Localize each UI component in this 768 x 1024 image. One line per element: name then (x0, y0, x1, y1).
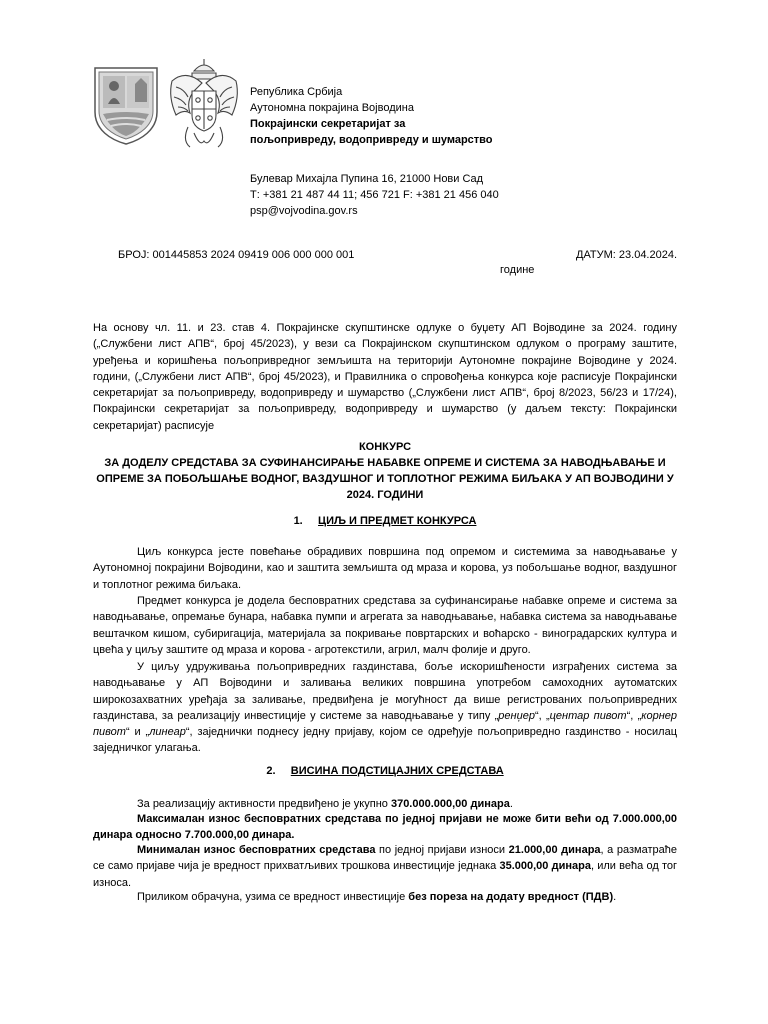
reference-number: БРОЈ: 001445853 2024 09419 006 000 000 001 (118, 249, 355, 261)
document-date: ДАТУМ: 23.04.2024. (576, 249, 678, 261)
section1-paragraph-association: У циљу удруживања пољопривредних газдинстава, боље искоришћености изграђених система за наводњавање у АП Војводини и заливања великих површина употребом самоходних аутоматских широкозахватних уређаја за заливање, предвиђена је могућност да више регистрованих пољопривредних газдинстава, за реализацију инвестиције у системе за наводњавање у типу „ренџер“, „центар пивот“, „корнер пивот“ и „линеар“, заједнички поднесу једну пријаву, којом се одређује пољопривредно газдинство - носилац заједничког улагања. (93, 661, 677, 755)
header-secretariat-line2: пољопривреду, водопривреду и шумарство (250, 134, 493, 146)
header-address: Булевар Михајла Пупина 16, 21000 Нови Сад (250, 173, 484, 185)
coat-of-arms-serbia (164, 57, 244, 153)
section1-heading (93, 513, 677, 529)
intro-paragraph: На основу чл. 11. и 23. став 4. Покрајинске скупштинске одлуке о буџету АП Војводине за 2024. годину („Службени лист АПВ“, број 45/2023), у вези са Покрајинском скупштинском одлуком о програму заштите, уређења и коришћења пољопривредног земљишта на територији Аутономне покрајине Војводине у 2024. години, („Службени лист АПВ“, број 45/2023), и Правилника о спровођења конкурса које расписује Покрајински секретаријат за пољопривреду, водопривреду и шумарство („Службени лист АПВ“, број 8/2023, 56/23 и 17/24), Покрајински секретаријат за пољопривреду, водопривреду и шумарство (у даљем тексту: Покрајински секретаријат) расписује (93, 322, 677, 432)
section2-paragraph-vat: Приликом обрачуна, узима се вредност инвестиције без пореза на додату вредност (ПДВ). (137, 891, 617, 903)
section1-number: 1. (293, 515, 303, 527)
competition-subtitle: ЗА ДОДЕЛУ СРЕДСТАВА ЗА СУФИНАНСИРАЊЕ НАБАВКЕ ОПРЕМЕ И СИСТЕМА ЗА НАВОДЊАВАЊЕ И ОПРЕМЕ ЗА ПОБОЉШАЊЕ ВОДНОГ, ВАЗДУШНОГ И ТОПЛОТНОГ РЕЖИМА БИЉАКА У АП ВОЈВОДИНИ У 2024. ГОДИНИ (96, 457, 674, 501)
coat-of-arms-vojvodina (93, 66, 159, 146)
section2-heading (93, 763, 677, 779)
date-suffix: године (500, 264, 535, 276)
section1-paragraph-subject: Предмет конкурса је додела бесповратних средстава за суфинансирање набавке опреме и система за наводњавање, опремање бунара, набавка пумпи и агрегата за наводњавање, набавка система за наводњавање вештачком кишом, субиригација, материјала за покривање повртарских и воћарско - виноградарских култура и цвећа у циљу заштите од мраза и корова - агротекстили, агрил, малч фолије и друго. (93, 595, 677, 656)
section2-paragraph-maximum: Максималан износ бесповратних средстава по једној пријави не може бити већи од 7.000.000,00 динара односно 7.700.000,00 динара. (93, 813, 677, 842)
section2-title: ВИСИНА ПОДСТИЦАЈНИХ СРЕДСТАВА (290, 765, 504, 777)
header-country: Република Србија (250, 86, 343, 98)
section2-paragraph-minimum: Минималан износ бесповратних средстава по једној пријави износи 21.000,00 динара, а разматраће се само пријаве чија је вредност прихватљивих трошкова инвестиције једнака 35.000,00 динара, или већа од тог износа. (93, 844, 678, 889)
header-email: psp@vojvodina.gov.rs (250, 205, 358, 217)
section2-number: 2. (266, 765, 276, 777)
section1-title: ЦИЉ И ПРЕДМЕТ КОНКУРСА (318, 515, 477, 527)
header-province: Аутономна покрајина Војводина (250, 102, 414, 114)
section2-paragraph-total: За реализацију активности предвиђено је укупно 370.000.000,00 динара. (137, 798, 513, 810)
header-phone: Т: +381 21 487 44 11; 456 721 F: +381 21 456 040 (250, 189, 499, 201)
section1-paragraph-goal: Циљ конкурса јесте повећање обрадивих површина под опремом и системима за наводњавање у Аутономној покрајини Војводини, као и заштита земљишта од мраза и корова, уз побољшање водног, ваздушног и топлотног режима биљака. (93, 546, 677, 591)
competition-title: КОНКУРС (358, 441, 412, 453)
header-secretariat-line1: Покрајински секретаријат за (250, 118, 406, 130)
